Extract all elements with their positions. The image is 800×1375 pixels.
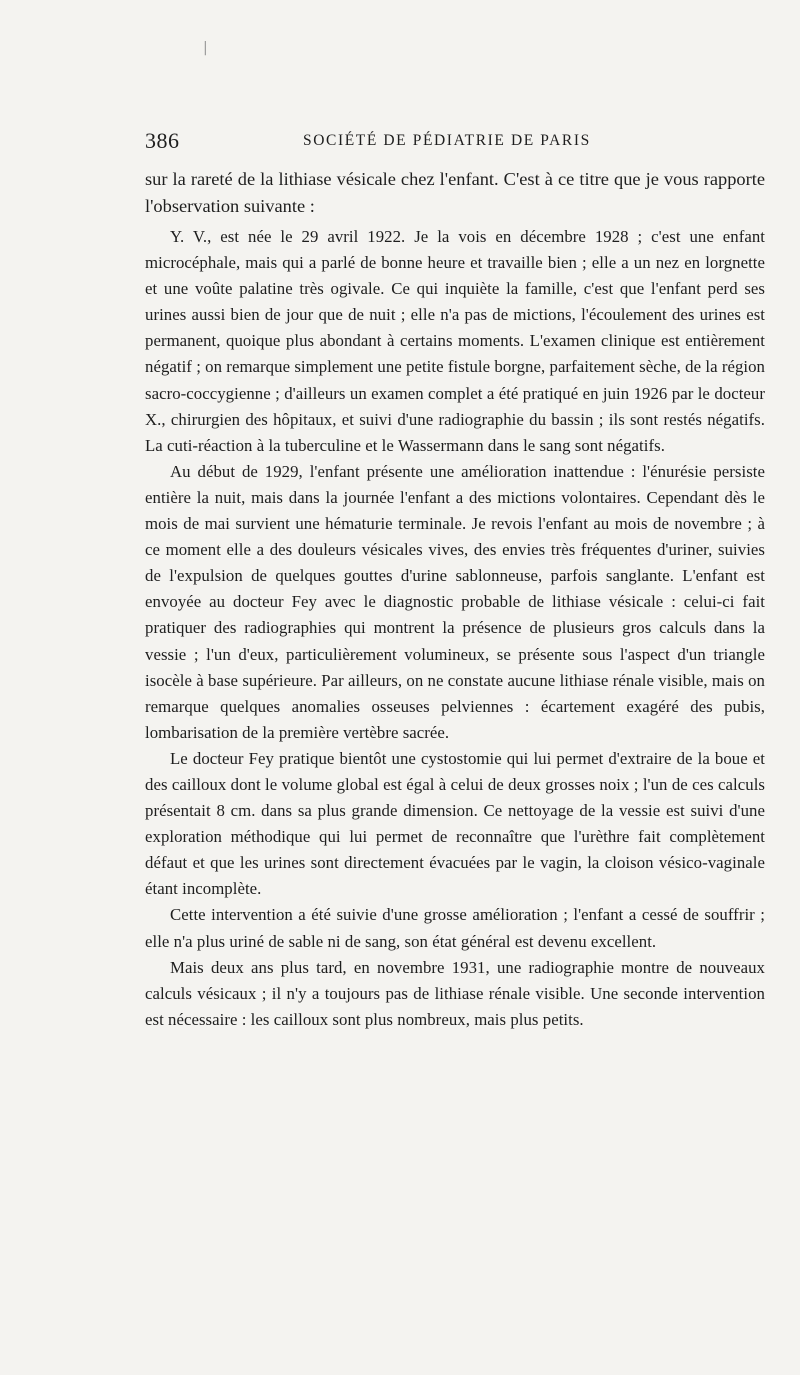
scan-speck: | [203,40,208,56]
intro-paragraph: sur la rareté de la lithiase vésicale chez l'enfant. C'est à ce titre que je vous rapporte l'observation suivante : [145,169,765,216]
page-number: 386 [145,128,180,153]
case-paragraph-5: Mais deux ans plus tard, en novembre 1931, une radiographie montre de nouveaux calculs vésicaux ; il n'y a toujours pas de lithiase rénale visible. Une seconde intervention est nécessaire : les cailloux sont plus nombreux, mais plus petits. [145,957,765,1029]
case-paragraph-2: Au début de 1929, l'enfant présente une amélioration inattendue : l'énurésie persiste entière la nuit, mais dans la journée l'enfant a des mictions volontaires. Cependant dès le mois de mai survient une hématurie terminale. Je revois l'enfant au mois de novembre ; à ce moment elle a des douleurs vésicales vives, des envies très fréquentes d'uriner, suivies de l'expulsion de quelques gouttes d'urine sablonneuse, parfois sanglante. L'enfant est envoyée au docteur Fey avec le diagnostic probable de lithiase vésicale : celui-ci fait pratiquer des radiographies qui montrent la présence de plusieurs gros calculs dans la vessie ; l'un d'eux, particulièrement volumineux, se présente sous l'aspect d'un triangle isocèle à base supérieure. Par ailleurs, on ne constate aucune lithiase rénale visible, mais on remarque quelques anomalies osseuses pelviennes : écartement exagéré des pubis, lombarisation de la première vertèbre sacrée. [145,461,765,742]
page-header [145,128,615,158]
case-paragraph-3: Le docteur Fey pratique bientôt une cystostomie qui lui permet d'extraire de la boue et des cailloux dont le volume global est égal à celui de deux grosses noix ; l'un de ces calculs présentait 8 cm. dans sa plus grande dimension. Ce nettoyage de la vessie est suivi d'une exploration méthodique qui lui permet de reconnaître que l'urèthre fait complètement défaut et que les urines sont directement évacuées par le vagin, la cloison vésico-vaginale étant incomplète. [145,748,765,899]
case-paragraph-4: Cette intervention a été suivie d'une grosse amélioration ; l'enfant a cessé de souffrir ; elle n'a plus uriné de sable ni de sang, son état général est devenu excellent. [145,905,765,951]
running-head: SOCIÉTÉ DE PÉDIATRIE DE PARIS [303,132,591,149]
case-paragraph-1: Y. V., est née le 29 avril 1922. Je la vois en décembre 1928 ; c'est une enfant microcéphale, mais qui a parlé de bonne heure et travaille bien ; elle a un nez en lorgnette et une voûte palatine très ogivale. Ce qui inquiète la famille, c'est que l'enfant perd ses urines aussi bien de jour que de nuit ; elle n'a pas de mictions, l'écoulement des urines est permanent, quoique plus abondant à certains moments. L'examen clinique est entièrement négatif ; on remarque simplement une petite fistule borgne, parfaitement sèche, de la région sacro-coccygienne ; d'ailleurs un examen complet a été pratiqué en juin 1926 par le docteur X., chirurgien des hôpitaux, et suivi d'une radiographie du bassin ; ils sont restés négatifs. La cuti-réaction à la tuberculine et le Wassermann dans le sang sont négatifs. [145,227,765,455]
body-text [145,166,765,1033]
